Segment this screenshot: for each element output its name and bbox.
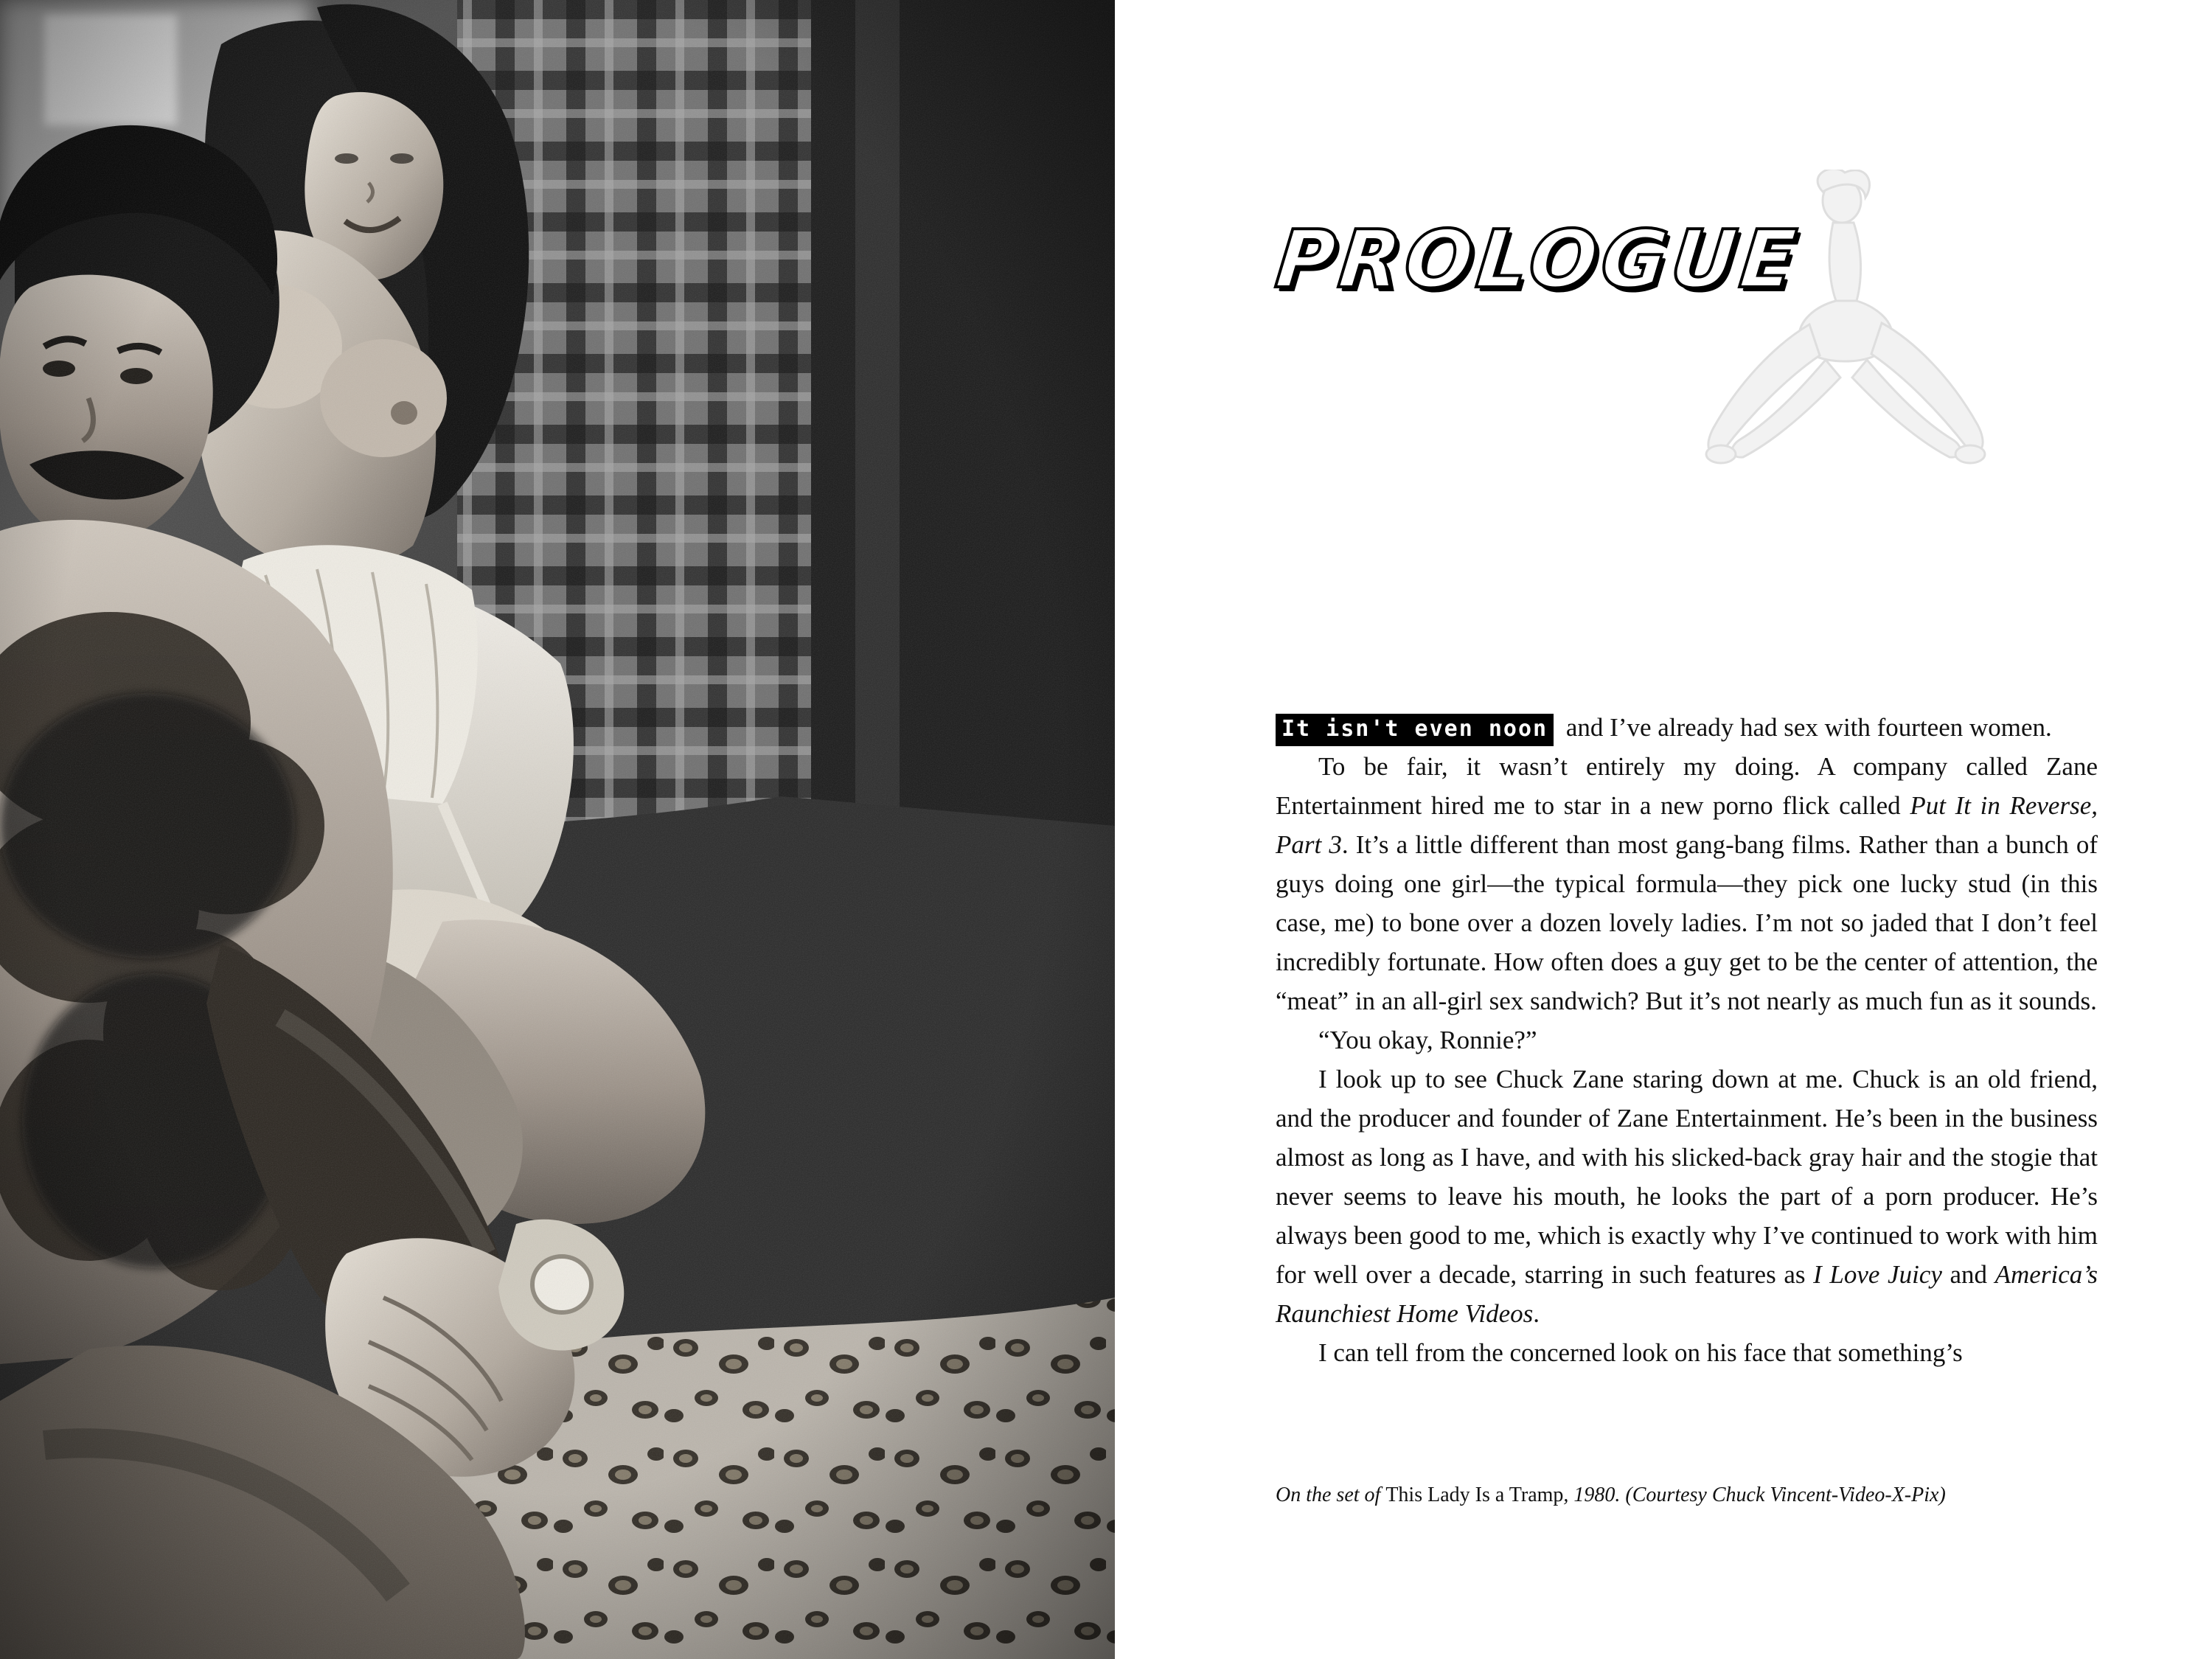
- film-title-americas-raunchiest: America’s Raunchiest Home Videos: [1276, 1260, 2098, 1328]
- paragraph-1: [1276, 708, 2098, 747]
- paragraph-5: I can tell from the concerned look on his face that something’s: [1318, 1338, 1963, 1367]
- prologue-title: PROLOGUE: [1271, 214, 1804, 306]
- film-title-i-love-juicy: I Love Juicy: [1813, 1260, 1942, 1289]
- opening-line-rest: and I’ve already had sex with fourteen women.: [1559, 713, 2052, 742]
- body-text: [1276, 708, 2098, 1372]
- paragraph-2: To be fair, it wasn’t entirely my doing. A company called Zane Entertainment hired me to star in a new porno flick called Put It in Reverse, Part 3. It’s a little different than most gang-bang films. Rather than a bunch of guys doing one girl—the typical formula—they pick one lucky stud (in this case, me) to bone over a dozen lovely ladies. I’m not so jaded that I don’t feel incredibly fortunate. How often does a guy get to be the center of attention, the “meat” in an all-girl sex sandwich? But it’s not nearly as much fun as it sounds.: [1276, 752, 2098, 1015]
- caption-film-title: This Lady Is a Tramp: [1385, 1484, 1564, 1506]
- prologue-header-art: [1271, 170, 2146, 553]
- caption-suffix: , 1980. (Courtesy Chuck Vincent-Video-X-Pix): [1563, 1484, 1946, 1506]
- photo-caption: [1276, 1482, 2109, 1509]
- caption-prefix: On the set of: [1276, 1484, 1386, 1506]
- opening-line-highlight: It isn't even noon: [1276, 714, 1554, 746]
- paragraph-4: I look up to see Chuck Zane staring down at me. Chuck is an old friend, and the producer and founder of Zane Entertainment. He’s been in the business almost as long as I have, and with his slicked-back gray hair and the stogie that never seems to leave his mouth, he looks the part of a porn producer. He’s always been good to me, which is exactly why I’ve continued to work with him for well over a decade, starring in such features as I Love Juicy and America’s Raunchiest Home Videos.: [1276, 1065, 2098, 1328]
- paragraph-3: “You okay, Ronnie?”: [1318, 1026, 1537, 1054]
- right-page: [1121, 0, 2212, 1659]
- film-title-put-it-in-reverse: Put It in Reverse, Part 3: [1276, 791, 2098, 859]
